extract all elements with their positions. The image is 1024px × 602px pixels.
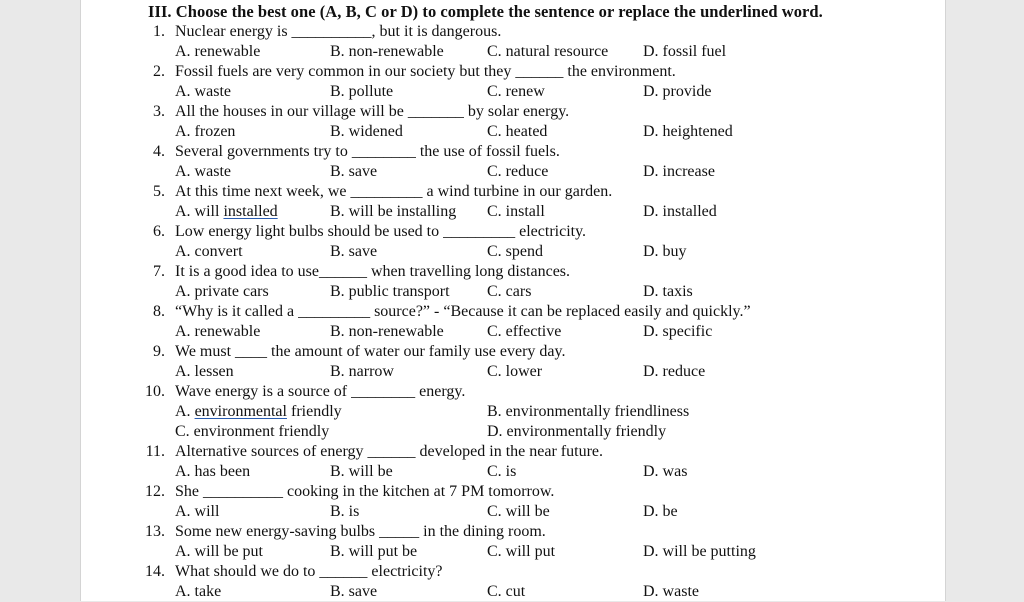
question-line	[81, 562, 945, 582]
answer-option: A. take	[175, 583, 222, 600]
question-line	[81, 222, 945, 242]
options-line	[81, 362, 945, 382]
answer-option: A. waste	[175, 163, 231, 180]
question-text: Fossil fuels are very common in our society but they ______ the environment.	[175, 63, 676, 80]
options-line	[81, 502, 945, 522]
underlined-word: installed	[223, 203, 278, 220]
answer-option: B. save	[330, 163, 378, 180]
options-line	[81, 422, 945, 442]
question-number: 3.	[153, 103, 165, 120]
answer-option: D. provide	[643, 83, 712, 100]
answer-option: B. environmentally friendliness	[487, 403, 690, 420]
question-line	[81, 342, 945, 362]
question-number: 14.	[145, 563, 165, 580]
answer-option: B. non-renewable	[330, 323, 444, 340]
answer-option: D. reduce	[643, 363, 706, 380]
answer-option: C. heated	[487, 123, 548, 140]
answer-option: C. environment friendly	[175, 423, 330, 440]
question-number: 8.	[153, 303, 165, 320]
answer-option: B. is	[330, 503, 360, 520]
options-line	[81, 582, 945, 602]
answer-option: D. be	[643, 503, 678, 520]
question-number: 1.	[153, 23, 165, 40]
answer-option: A. will installed	[175, 203, 278, 220]
question-line	[81, 302, 945, 322]
options-line	[81, 282, 945, 302]
options-line	[81, 202, 945, 222]
answer-option: C. will be	[487, 503, 550, 520]
question-text: Wave energy is a source of ________ energy.	[175, 383, 466, 400]
answer-option: D. environmentally friendly	[487, 423, 667, 440]
options-line	[81, 82, 945, 102]
question-text: It is a good idea to use______ when travelling long distances.	[175, 263, 571, 280]
question-text: She __________ cooking in the kitchen at 7 PM tomorrow.	[175, 483, 555, 500]
answer-option: B. narrow	[330, 363, 394, 380]
question-number: 5.	[153, 183, 165, 200]
answer-option: A. renewable	[175, 323, 261, 340]
question-line	[81, 102, 945, 122]
answer-option: C. install	[487, 203, 545, 220]
answer-option: D. specific	[643, 323, 713, 340]
answer-option: C. cars	[487, 283, 532, 300]
answer-option: A. environmental friendly	[175, 403, 342, 420]
options-line	[81, 402, 945, 422]
answer-option: D. fossil fuel	[643, 43, 727, 60]
question-number: 6.	[153, 223, 165, 240]
answer-option: C. reduce	[487, 163, 549, 180]
answer-option: C. renew	[487, 83, 545, 100]
question-number: 10.	[145, 383, 165, 400]
answer-option: C. effective	[487, 323, 562, 340]
exercise-heading: III. Choose the best one (A, B, C or D) to complete the sentence or replace the underlined word.	[148, 2, 823, 21]
answer-option: D. taxis	[643, 283, 693, 300]
options-line	[81, 122, 945, 142]
answer-option: A. will be put	[175, 543, 263, 560]
question-number: 11.	[145, 443, 165, 460]
answer-option: B. save	[330, 583, 378, 600]
options-line	[81, 462, 945, 482]
answer-option: A. lessen	[175, 363, 234, 380]
options-line	[81, 322, 945, 342]
document-page	[80, 0, 946, 601]
question-line	[81, 382, 945, 402]
question-text: Nuclear energy is __________, but it is dangerous.	[175, 23, 502, 40]
answer-option: C. natural resource	[487, 43, 609, 60]
answer-option: D. heightened	[643, 123, 733, 140]
answer-option: B. public transport	[330, 283, 450, 300]
question-line	[81, 22, 945, 42]
question-number: 2.	[153, 63, 165, 80]
answer-option: B. widened	[330, 123, 403, 140]
options-line	[81, 242, 945, 262]
question-line	[81, 142, 945, 162]
question-line	[81, 522, 945, 542]
answer-option: C. cut	[487, 583, 526, 600]
question-line	[81, 182, 945, 202]
question-line	[81, 442, 945, 462]
question-number: 9.	[153, 343, 165, 360]
exercise-content	[81, 0, 945, 601]
answer-option: D. was	[643, 463, 688, 480]
question-text: “Why is it called a _________ source?” - “Because it can be replaced easily and quickly.”	[175, 303, 751, 320]
options-line	[81, 542, 945, 562]
answer-option: D. waste	[643, 583, 699, 600]
answer-option: C. is	[487, 463, 517, 480]
answer-option: B. will put be	[330, 543, 418, 560]
question-line	[81, 62, 945, 82]
question-number: 12.	[145, 483, 165, 500]
question-text: What should we do to ______ electricity?	[175, 563, 443, 580]
answer-option: A. frozen	[175, 123, 236, 140]
answer-option: A. renewable	[175, 43, 261, 60]
answer-option: B. save	[330, 243, 378, 260]
answer-option: B. pollute	[330, 83, 394, 100]
answer-option: A. waste	[175, 83, 231, 100]
question-number: 7.	[153, 263, 165, 280]
answer-option: D. installed	[643, 203, 717, 220]
question-line	[81, 262, 945, 282]
question-text: We must ____ the amount of water our family use every day.	[175, 343, 566, 360]
answer-option: A. convert	[175, 243, 243, 260]
options-line	[81, 42, 945, 62]
question-text: Several governments try to ________ the use of fossil fuels.	[175, 143, 560, 160]
question-number: 4.	[153, 143, 165, 160]
answer-option: D. will be putting	[643, 543, 756, 560]
options-line	[81, 162, 945, 182]
answer-option: D. increase	[643, 163, 715, 180]
answer-option: A. private cars	[175, 283, 269, 300]
question-text: Some new energy-saving bulbs _____ in the dining room.	[175, 523, 546, 540]
answer-option: B. will be	[330, 463, 393, 480]
answer-option: A. will	[175, 503, 220, 520]
question-text: Alternative sources of energy ______ developed in the near future.	[175, 443, 603, 460]
answer-option: B. will be installing	[330, 203, 457, 220]
answer-option: A. has been	[175, 463, 251, 480]
underlined-word: environmental	[194, 403, 287, 420]
answer-option: C. will put	[487, 543, 556, 560]
question-text: Low energy light bulbs should be used to _________ electricity.	[175, 223, 587, 240]
question-text: All the houses in our village will be _______ by solar energy.	[175, 103, 570, 120]
answer-option: B. non-renewable	[330, 43, 444, 60]
question-text: At this time next week, we _________ a wind turbine in our garden.	[175, 183, 613, 200]
answer-option: C. lower	[487, 363, 543, 380]
answer-option: C. spend	[487, 243, 543, 260]
question-number: 13.	[145, 523, 165, 540]
answer-option: D. buy	[643, 243, 687, 260]
question-line	[81, 482, 945, 502]
